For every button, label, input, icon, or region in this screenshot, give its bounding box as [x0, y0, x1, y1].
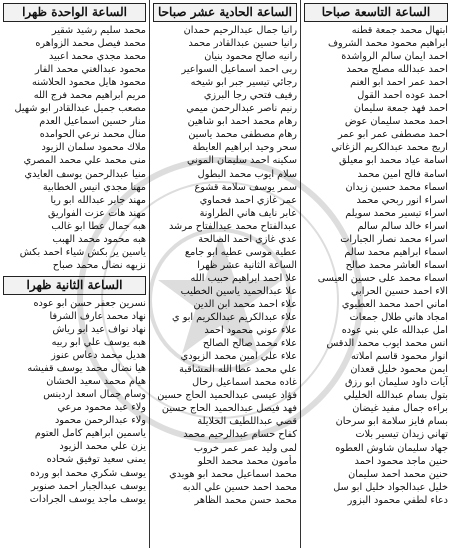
list-item: مصعب جميل عبدالقادر ابو شهيل: [14, 103, 146, 115]
list-item: غاده محمد اسماعيل رحال: [192, 377, 297, 389]
list-item: اريج محمد عبدالكريم الزغاتي: [331, 142, 448, 154]
list-item: رنيم ناصر عبدالرحمن ميمي: [186, 103, 297, 115]
name-list-nine-am: [304, 24, 448, 507]
list-item: امجاد هاني طلال جمعات: [349, 312, 448, 324]
list-item: سحر وحيد ابراهيم العايطة: [192, 142, 297, 154]
list-item: ياسمين ابراهيم كامل العتوم: [34, 428, 146, 440]
list-item: سكينه احمد سليمان الموني: [186, 155, 297, 167]
list-item: حنين محمد احمد سليمان: [348, 468, 448, 480]
list-item: محمود هايل محمود الحلاشنه: [32, 77, 146, 89]
list-item: حنين ماجد محمود احمد: [354, 455, 448, 467]
list-item: سلام ايوب محمد البطول: [197, 168, 297, 180]
list-item: هبه يوسف علي ابو ربيه: [51, 337, 146, 349]
list-item: محمود عبدالغني محمد الفار: [34, 64, 146, 76]
list-item: علاء علي امين محمد الزيودي: [180, 351, 297, 363]
list-item: رجائي تيسير جبر ابو شيخه: [190, 77, 297, 89]
list-item: مريم ابراهيم محمد فرج الله: [33, 90, 146, 102]
list-item: يزن علي محمد الزيود: [59, 441, 146, 453]
section-title-eleven-am: الساعة الحادية عشر صباحا: [153, 3, 297, 22]
list-item: عمر غازي احمد فحماوي: [199, 194, 297, 206]
list-item: جهاد سليمان شاوش العطوه: [335, 442, 448, 454]
section-title-two-pm: الساعة الثانية ظهرا: [3, 276, 146, 295]
list-item: بسام فايز سلامة ابو سرحان: [335, 416, 448, 428]
list-item: قصي عبداللطيف الخلايلة: [197, 416, 297, 428]
list-item: ياسين ير بكش شياء احمد بكش: [19, 246, 146, 258]
list-item: منيا عبدالرحمن يوسف العايدي: [24, 168, 146, 180]
list-item: كفاح حسام عبدالرحيم محمد: [183, 429, 297, 441]
list-item: اسامة فالح امين محمد: [357, 168, 448, 180]
list-item: مهند جابر عبدالله ابو ريا: [50, 194, 146, 206]
list-item: رفيف فتحي رجا البرزي: [203, 90, 297, 102]
column-eleven-am: [149, 0, 300, 548]
list-item: مأمون محمد محمد الحلو: [197, 455, 297, 467]
list-item: نهاد محمد عارف الشرفا: [49, 310, 146, 322]
list-item: منار حسين اسماعيل العدم: [39, 116, 146, 128]
list-item: احمد محمد سليمان عوض: [344, 116, 448, 128]
list-item: يوسف ماجد يوسف الجرادات: [29, 493, 146, 505]
list-item: علاء احمد محمد ابن الدين: [193, 298, 297, 310]
list-item: اسماء العاشر محمد صالح: [345, 259, 448, 271]
list-item: تهاني زيدان تيسير بلات: [355, 429, 448, 441]
list-item: محمد مجدي محمد اعبيد: [48, 51, 146, 63]
list-item: احمد فهد جمعة سليمان: [353, 103, 448, 115]
list-item: هديل محمد دعاس عنوز: [51, 350, 146, 362]
list-item: احمد عمر احمد ابو الغنم: [350, 77, 448, 89]
list-item: اسراء انور ربحي محمد: [356, 194, 448, 206]
list-item: احمد عبدالله مصلح محمد: [346, 64, 448, 76]
list-item: ولاء عبد محمود مرعي: [57, 402, 146, 414]
list-item: رهام محمد احمد ابو شاهين: [187, 116, 297, 128]
list-item: محمد سليم رشيد شقير: [51, 25, 146, 36]
list-item: رانيه صالح محمود بنيان: [204, 51, 297, 63]
list-item: نسرين جعفر حسن ابو عوده: [33, 297, 146, 309]
list-item: محمد اسماعيل محمد ابو هويدي: [169, 468, 297, 480]
list-item: امل عبدالله علي بني عوده: [341, 325, 448, 337]
list-item: علا احمد ابراهيم حبيب الله: [190, 272, 297, 284]
list-item: هبه جمال عطا ابو غالب: [51, 220, 146, 232]
column-nine-am: [300, 0, 451, 548]
list-item: خليل عبدالجواد خليل ابو سل: [333, 481, 448, 493]
list-item: عبدالفتاح محمد عبدالفتاح مرشد: [168, 220, 297, 232]
list-item: فهد فيصل عبدالحميد الحاج حسين: [161, 403, 297, 415]
list-item: رانيا حسين عبدالقادر محمد: [188, 38, 297, 50]
list-item: انس محمد ايوب محمد الدقس: [326, 338, 448, 350]
list-item: ربى احمد اسماعيل السواعير: [181, 64, 297, 76]
section-title-one-pm: الساعة الواحدة ظهرا: [3, 3, 146, 22]
list-item: براءه جمال مفيد غيضان: [352, 403, 448, 415]
list-item: احمد عوده احمد القول: [357, 90, 448, 102]
list-item: هبه محمود محمد الهبب: [52, 233, 146, 245]
list-item: رهام مصطفى محمد ياسين: [188, 129, 297, 141]
list-item: لمى وليد عمر عمر خروب: [193, 442, 297, 454]
list-item: علي محمد عطا الله المشاقبة: [179, 364, 297, 376]
list-item: انوار محمود قاسم املاته: [350, 351, 448, 363]
list-item: الاء احمد حسين الحرابي: [350, 285, 448, 297]
list-item: سمر يوسف سلامة قشوع: [194, 181, 297, 193]
list-item: مهنا مجدي انيس الخطابية: [42, 181, 146, 193]
name-list-one-pm: [3, 24, 146, 272]
column-one-pm: [0, 0, 149, 548]
list-item: ابراهيم محمود محمد الشروف: [328, 38, 448, 50]
list-item: اماني احمد محمد العطيوي: [341, 298, 448, 310]
list-item: احمد مصطفى عمر ابو عمر: [337, 129, 448, 141]
list-item: علاء محمد صالح الصالح: [202, 338, 297, 350]
list-item: ايمن محمود خليل قعدان: [350, 364, 448, 376]
list-item: ولاء عبدالرحمن محمود: [54, 415, 146, 427]
list-item: مهند هات عزت الفواريق: [47, 207, 146, 219]
list-item: نهاد نواف عيد ابو رياش: [52, 323, 146, 335]
list-item: علاء عوني محمود احمد: [204, 325, 297, 337]
list-item: علا عبدالحميد ياسين الخطيب: [180, 285, 297, 297]
list-item: وسام جمال اسعد اردينس: [43, 389, 146, 401]
list-item: محمد فيصل محمد الزواهره: [35, 38, 146, 50]
list-item: ملاك محمود سلمان الزيود: [41, 142, 146, 154]
name-list-eleven-am: [153, 24, 297, 507]
list-item: بتول بسام عبدالله الخليلي: [343, 390, 448, 402]
list-item: علاء عبدالكريم عبدالكريم ابو ي: [172, 312, 297, 324]
section-title-nine-am: الساعة التاسعة صباحا: [304, 3, 448, 22]
list-item: فؤاد عيسى عبدالحميد الحاج حسين: [157, 390, 297, 402]
list-item: اسراء خالد سالم سالم: [357, 220, 448, 232]
list-item: آيات داود سليمان ابو رزق: [345, 377, 448, 389]
list-item: اسامة عياد محمد ابو معيلق: [338, 155, 448, 167]
list-item: يمنى سعيد توفيق شحاده: [46, 454, 146, 466]
list-item: هيا نضال محمد يوسف قفيشه: [27, 363, 146, 375]
name-list-two-pm: [3, 297, 146, 506]
list-item: رانيا جمال عبدالرحيم حمدان: [183, 25, 297, 36]
list-item: نزيهه نضال محمد صباح: [52, 259, 146, 271]
list-item: اسماء ابراهيم محمد سالم: [344, 246, 448, 258]
list-item: عطية موسى عطيه ابو جامع: [184, 246, 297, 258]
list-item: عدي غازي احمد الصالحة: [198, 233, 297, 245]
list-item: دعاء لطفي محمود البزور: [347, 494, 448, 506]
list-item: ابتهال محمد جمعة قطنه: [351, 25, 448, 36]
list-item: محمد حسن محمد الظاهر: [194, 494, 297, 506]
list-item: الساعة الثانية عشر ظهرا: [197, 259, 297, 271]
list-item: اسماء محمد حسين زيدان: [345, 181, 448, 193]
list-item: منى محمد علي محمد المصري: [23, 155, 146, 167]
list-item: عابر نايف هاني الطراونة: [199, 207, 297, 219]
list-item: اسراء محمد نصار الجبارات: [340, 233, 448, 245]
list-item: منال محمد نرعي الحوامده: [39, 129, 146, 141]
list-item: هيام محمد سعيد الخشان: [46, 376, 146, 388]
list-item: يوسف شكري محمد ابو ورده: [30, 467, 146, 479]
list-item: محمد احمد حسين علي الدبه: [182, 481, 297, 493]
list-item: اسراء تيسير محمد سويلم: [345, 207, 448, 219]
list-item: احمد ايمان سالم الرواشدة: [341, 51, 448, 63]
list-item: اسماء محمد على حسين العيسى: [317, 272, 448, 284]
list-item: يوسف عبدالجبار احمد صنوبر: [31, 480, 146, 492]
